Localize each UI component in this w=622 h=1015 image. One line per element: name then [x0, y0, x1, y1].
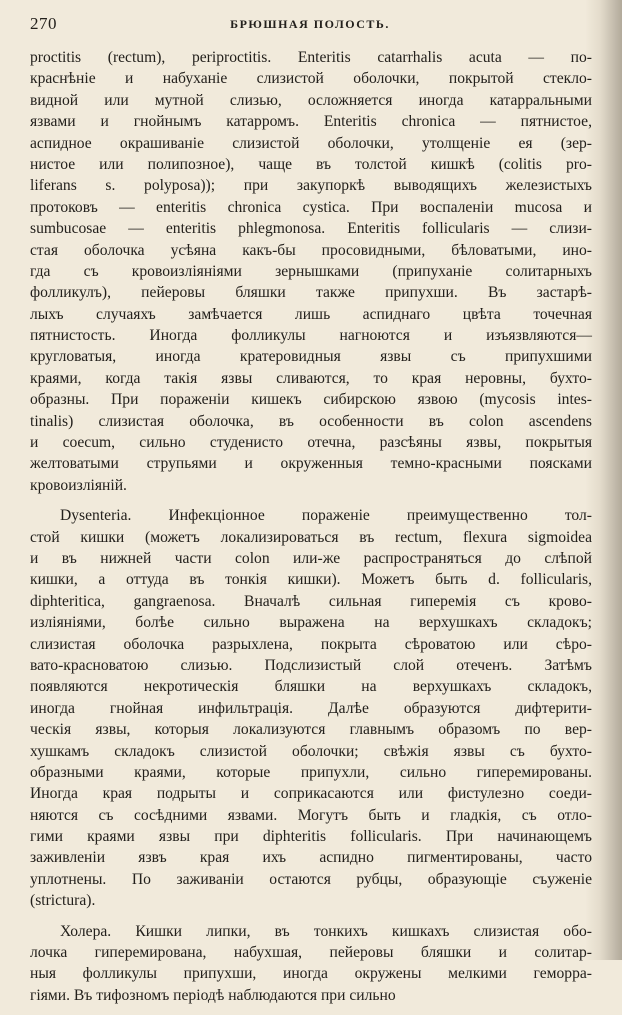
- text-line: няются съ сосѣдними язвами. Могутъ быть и гладкія, съ отло-: [30, 806, 592, 824]
- text-line: и въ нижней части colon или-же распространяться до слѣпой: [30, 549, 592, 567]
- text-line: стая оболочка усѣяна какъ-бы просовидными, бѣловатыми, ино-: [30, 241, 592, 259]
- page-header: [30, 14, 590, 36]
- body-text: [30, 47, 592, 1015]
- text-line: Иногда края подрыты и соприкасаются или фистулезно соеди-: [30, 785, 592, 803]
- page-number: 270: [30, 14, 57, 33]
- text-line: краснѣніе и набуханіе слизистой оболочки, покрытой стекло-: [30, 70, 592, 88]
- text-line: tinalis) слизистая оболочка, въ особенности въ colon ascendens: [30, 412, 592, 430]
- text-line: образными краями, которые припухли, сильно гиперемированы.: [30, 763, 592, 781]
- text-line: гда съ кровоизліяніями зернышками (припуханіе солитарныхъ: [30, 262, 592, 280]
- text-line: пятнистость. Иногда фолликулы нагноются и изъязвляются—: [30, 327, 592, 345]
- text-line: изліяніями, болѣе сильно выражена на верхушкахъ складокъ;: [30, 614, 592, 632]
- text-line: кругловатыя, иногда кратеровидныя язвы съ припухшими: [30, 348, 592, 366]
- paragraph-cholera: [30, 921, 592, 1007]
- text-line: образны. При пораженіи кишекъ сибирскою язвою (mycosis intes-: [30, 391, 592, 409]
- text-line: язвами и гнойнымъ катарромъ. Enteritis chronica — пятнистое,: [30, 113, 592, 131]
- paragraph-enteritis: [30, 47, 592, 496]
- text-line: заживленіи язвъ края ихъ аспидно пигментированы, часто: [30, 849, 592, 867]
- text-line: краями, когда такія язвы сливаются, то края неровны, бухто-: [30, 369, 592, 387]
- text-line: ческія язвы, которыя локализуются главнымъ образомъ по вер-: [30, 721, 592, 739]
- text-line: вато-красноватою слизью. Подслизистый слой отеченъ. Затѣмъ: [30, 656, 592, 674]
- text-line: diphteritica, gangraenosa. Вначалѣ сильная гиперемія съ крово-: [30, 592, 592, 610]
- text-line: лыхъ случаяхъ замѣчается лишь аспиднаго цвѣта точечная: [30, 305, 592, 323]
- text-line: лочка гиперемирована, набухшая, пейеровы бляшки и солитар-: [30, 944, 592, 962]
- text-line: кровоизліяній.: [30, 476, 127, 494]
- text-line: ныя фолликулы припухши, иногда окружены мелкими геморра-: [30, 965, 592, 983]
- text-line: гими краями язвы при diphteritis follicularis. При начинающемъ: [30, 828, 592, 846]
- text-line: нистое или полипозное), чаще въ толстой кишкѣ (colitis pro-: [30, 155, 592, 173]
- text-line: и coecum, сильно студенисто отечна, разсѣяны язвы, покрытыя: [30, 434, 592, 452]
- text-line: гіями. Въ тифозномъ періодѣ наблюдаются при сильно: [30, 986, 396, 1004]
- text-line: хушкамъ складокъ слизистой оболочки; свѣжія язвы съ бухто-: [30, 742, 592, 760]
- text-line: proctitis (rectum), periproctitis. Enteritis catarrhalis acuta — по-: [30, 49, 592, 66]
- text-line: видной или мутной слизью, осложняется иногда катарральными: [30, 91, 592, 109]
- text-line: протоковъ — enteritis chronica cystica. При воспаленіи mucosa и: [30, 198, 592, 216]
- text-line: слизистая оболочка разрыхлена, покрыта сѣроватою или сѣро-: [30, 635, 592, 653]
- text-line: Холера. Кишки липки, въ тонкихъ кишкахъ слизистая обо-: [60, 922, 592, 940]
- text-line: появляются некротическія бляшки на верхушкахъ складокъ,: [30, 678, 592, 696]
- text-line: кишки, а оттуда въ тонкія кишки). Можетъ быть d. follicularis,: [30, 571, 592, 589]
- text-line: аспидное окрашиваніе слизистой оболочки, утолщеніе ея (зер-: [30, 134, 592, 152]
- text-line: sumbucosae — enteritis phlegmonosa. Enteritis follicularis — слизи-: [30, 220, 592, 238]
- text-line: иногда гнойная инфильтрація. Далѣе образуются дифтерити-: [30, 699, 592, 717]
- text-line: (strictura).: [30, 892, 96, 910]
- text-line: стой кишки (можетъ локализироваться въ rectum, flexura sigmoidea: [30, 528, 592, 546]
- text-line: уплотнены. По заживаніи остаются рубцы, образующіе съуженіе: [30, 870, 592, 888]
- text-line: желтоватыми струпьями и окруженныя темно-красными поясками: [30, 455, 592, 473]
- text-line: liferans s. polyposa)); при закупоркѣ выводящихъ железистыхъ: [30, 177, 592, 195]
- paragraph-dysenteria: [30, 505, 592, 911]
- text-line: фолликулъ), пейеровы бляшки также припухши. Въ застарѣ-: [30, 284, 592, 302]
- running-title: БРЮШНАЯ ПОЛОСТЬ.: [230, 17, 390, 31]
- text-line: Dysenteria. Инфекціонное пораженіе преимущественно тол-: [60, 507, 592, 525]
